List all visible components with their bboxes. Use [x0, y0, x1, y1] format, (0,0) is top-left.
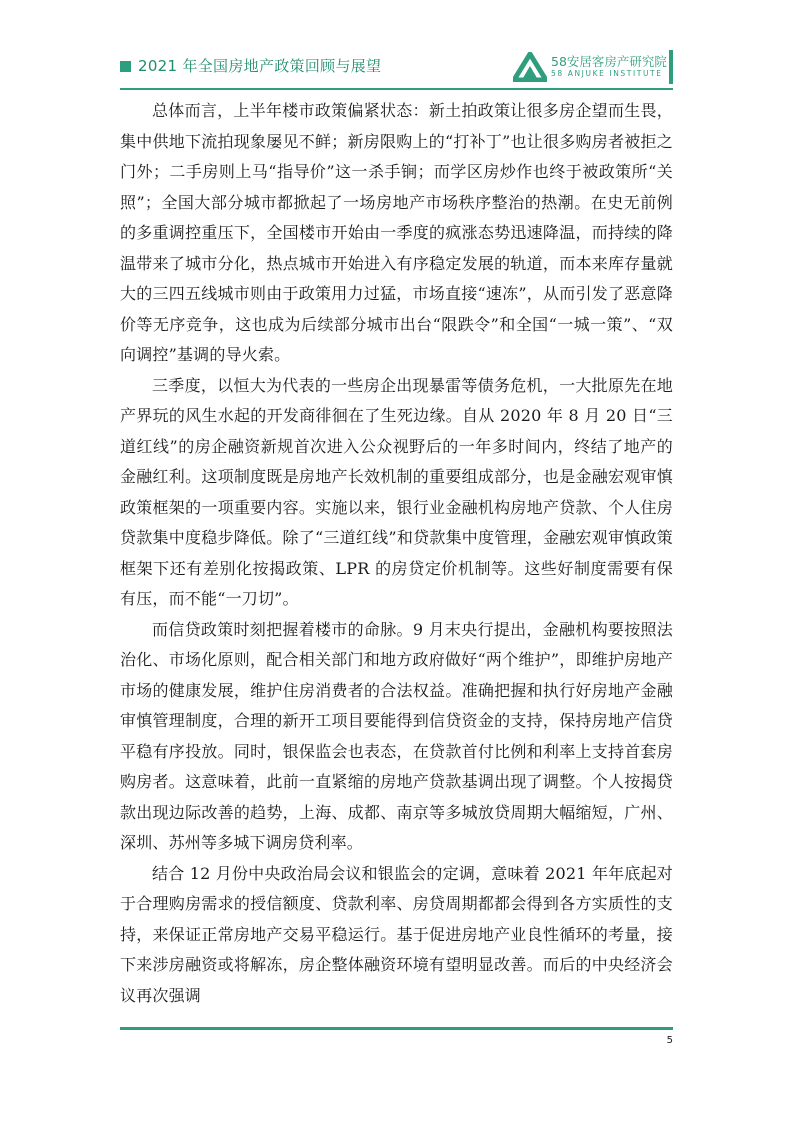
footer-divider — [120, 1027, 673, 1030]
body-paragraph: 总体而言，上半年楼市政策偏紧状态：新土拍政策让很多房企望而生畏，集中供地下流拍现象屡见不鲜；新房限购上的“打补丁”也让很多购房者被拒之门外；二手房则上马“指导价”这一杀手锏；而学区房炒作也终于被政策所“关照”；全国大部分城市都掀起了一场房地产市场秩序整治的热潮。在史无前例的多重调控重压下，全国楼市开始由一季度的疯涨态势迅速降温，而持续的降温带来了城市分化，热点城市开始进入有序稳定发展的轨道，而本来库存量就大的三四五线城市则由于政策用力过猛，市场直接“速冻”，从而引发了恶意降价等无序竞争，这也成为后续部分城市出台“限跌令”和全国“一城一策”、“双向调控”基调的导火索。 — [120, 101, 673, 364]
header-divider — [120, 88, 673, 90]
institute-logo — [513, 50, 673, 86]
header-accent-bar — [669, 50, 673, 84]
document-body — [120, 96, 673, 1011]
header-title: 2021 年全国房地产政策回顾与展望 — [138, 57, 382, 75]
body-paragraph: 三季度，以恒大为代表的一些房企出现暴雷等债务危机，一大批原先在地产界玩的风生水起的开发商徘徊在了生死边缘。自从 2020 年 8 月 20 日“三道红线”的房企融资新规首次进入公众视野后的一年多时间内，终结了地产的金融红利。这项制度既是房地产长效机制的重要组成部分，也是金融宏观审慎政策框架的一项重要内容。实施以来，银行业金融机构房地产贷款、个人住房贷款集中度稳步降低。除了“三道红线”和贷款集中度管理，金融宏观审慎政策框架下还有差别化按揭政策、LPR 的房贷定价机制等。这些好制度需要有保有压，而不能“一刀切”。 — [120, 375, 673, 608]
body-paragraph: 而信贷政策时刻把握着楼市的命脉。9 月末央行提出，金融机构要按照法治化、市场化原则，配合相关部门和地方政府做好“两个维护”，即维护房地产市场的健康发展，维护住房消费者的合法权益。准确把握和执行好房地产金融审慎管理制度，合理的新开工项目要能得到信贷资金的支持，保持房地产信贷平稳有序投放。同时，银保监会也表态，在贷款首付比例和利率上支持首套房购房者。这意味着，此前一直紧缩的房地产贷款基调出现了调整。个人按揭贷款出现边际改善的趋势，上海、成都、南京等多城放贷周期大幅缩短，广州、深圳、苏州等多城下调房贷利率。 — [120, 619, 673, 852]
logo-name-en: 58 ANJUKE INSTITUTE — [551, 69, 663, 78]
body-paragraph: 结合 12 月份中央政治局会议和银监会的定调，意味着 2021 年年底起对于合理购房需求的授信额度、贷款利率、房贷周期都都会得到各方实质性的支持，来保证正常房地产交易平稳运行。基于促进房地产业良性循环的考量，接下来涉房融资或将解冻，房企整体融资环境有望明显改善。而后的中央经济会议再次强调 — [120, 863, 673, 1005]
header-marker-square — [120, 61, 131, 72]
logo-name-cn: 58安居客房产研究院 — [551, 54, 667, 69]
page-number: 5 — [666, 1035, 673, 1046]
triangle-logo-icon — [513, 52, 547, 82]
page-header — [120, 54, 673, 88]
